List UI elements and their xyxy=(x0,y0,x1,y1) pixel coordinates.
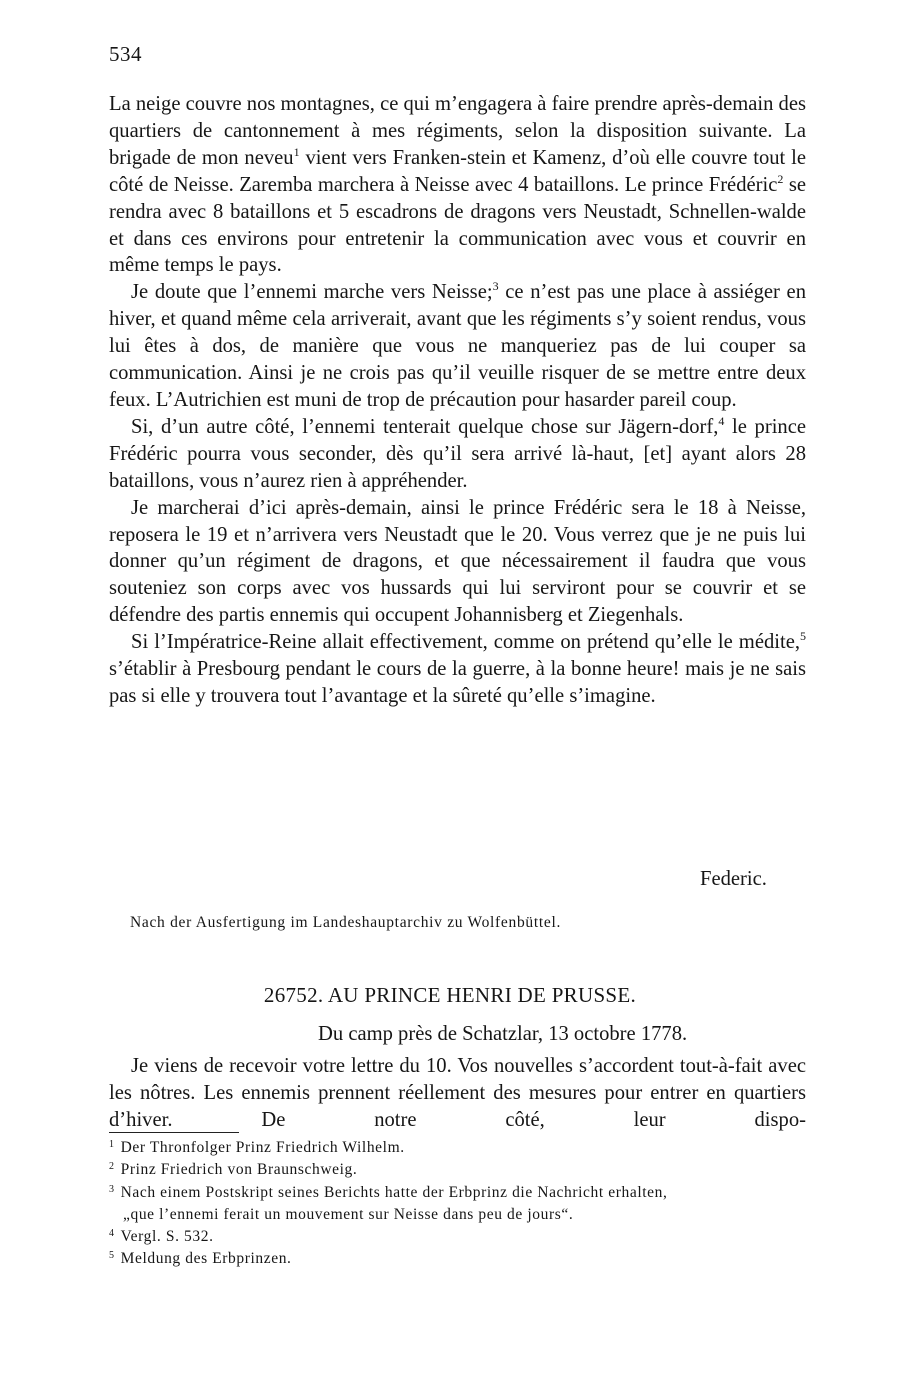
footnote-text: Nach einem Postskript seines Berichts hatte der Erbprinz die Nachricht erhalten, xyxy=(120,1183,668,1201)
paragraph-1 xyxy=(109,91,806,279)
paragraph-2-text-b: ce n’est pas une place à assiéger en hiver, et quand même cela arriverait, avant que les régiments s’y soient rendus, vous lui êtes à dos, de manière que vous ne manqueriez pas de lui couper sa communication. Ainsi je ne crois pas qu’il veuille risquer de se mettre entre deux feux. L’Autrichien est muni de trop de précaution pour hasarder pareil coup. xyxy=(109,281,806,411)
paragraph-5-text-a: Si l’Impératrice-Reine allait effectivement, comme on prétend qu’elle le médite, xyxy=(131,631,800,654)
footnote-number: 3 xyxy=(109,1183,115,1195)
footnote-text: Vergl. S. 532. xyxy=(120,1228,214,1246)
footnote-ref-1: 1 xyxy=(293,144,300,159)
footnote-divider xyxy=(109,1132,239,1133)
footnote-1 xyxy=(109,1137,806,1159)
page-number: 534 xyxy=(109,42,142,66)
dateline: Du camp près de Schatzlar, 13 octobre 1778. xyxy=(318,1023,688,1045)
footnote-4 xyxy=(109,1226,806,1248)
footnote-number: 4 xyxy=(109,1228,115,1240)
footnote-5 xyxy=(109,1248,806,1270)
footnote-text: Der Thronfolger Prinz Friedrich Wilhelm. xyxy=(120,1139,405,1156)
paragraph-3 xyxy=(109,414,806,495)
letter-heading: 26752. AU PRINCE HENRI DE PRUSSE. xyxy=(263,983,637,1007)
footnote-number: 1 xyxy=(109,1139,115,1150)
paragraph-4: Je marcherai d’ici après-demain, ainsi le prince Frédéric sera le 18 à Neisse, reposera le 19 et n’arrivera vers Neustadt que le 20. Vous verrez que je ne puis lui donner qu’un régiment de dragons, et que nécessairement il faudra que vous souteniez son corps avec vos hussards qui lui serviront pour se couvrir et se défendre des partis ennemis qui occupent Johannisberg et Ziegenhals. xyxy=(109,496,806,627)
footnote-3-continuation: „que l’ennemi ferait un mouvement sur Neisse dans peu de jours“. xyxy=(123,1205,574,1223)
new-letter-paragraph: Je viens de recevoir votre lettre du 10. Vos nouvelles s’accordent tout-à-fait avec les nôtres. Les ennemis prennent réellement des mesures pour entrer en quartiers d’hiver. De notre côté, leur dispo- xyxy=(109,1055,806,1131)
paragraph-5-text-b: s’établir à Presbourg pendant le cours de la guerre, à la bonne heure! mais je ne sais pas si elle y trouvera tout l’avantage et la sûreté qu’elle s’imagine. xyxy=(109,658,806,707)
footnote-ref-2: 2 xyxy=(777,171,784,186)
signature: Federic. xyxy=(700,868,767,890)
footnote-2 xyxy=(109,1159,806,1181)
paragraph-1-text-a: La neige couvre nos montagnes, ce qui m’engagera à faire prendre après-demain des quartiers de cantonnement à mes régiments, selon la disposition suivante. La brigade de mon neveu xyxy=(109,93,807,169)
footnote-ref-5: 5 xyxy=(800,629,806,644)
paragraph-2 xyxy=(109,279,806,414)
footnote-3 xyxy=(109,1182,806,1204)
paragraph-1-text-c: se rendra avec 8 bataillons et 5 escadrons de dragons vers Neustadt, Schnellen-walde et dans ces environs pour entretenir la communication avec vous et couvrir en même temps le pays. xyxy=(109,173,806,277)
footnote-ref-4: 4 xyxy=(718,413,725,428)
footnote-text: Meldung des Erbprinzen. xyxy=(120,1250,292,1268)
paragraph-2-text-a: Je doute que l’ennemi marche vers Neisse; xyxy=(131,281,493,304)
new-letter-body xyxy=(109,1053,806,1134)
letter-body-previous xyxy=(109,91,806,710)
paragraph-3-text-b: le prince Frédéric pourra vous seconder, dès qu’il sera arrivé là-haut, [et] ayant alors 28 bataillons, vous n’aurez rien à appréhender. xyxy=(109,415,806,492)
footnote-number: 5 xyxy=(109,1250,115,1262)
footnote-number: 2 xyxy=(109,1161,115,1173)
source-note: Nach der Ausfertigung im Landeshauptarchiv zu Wolfenbüttel. xyxy=(130,914,562,931)
paragraph-5 xyxy=(109,629,806,710)
footnote-ref-3: 3 xyxy=(492,279,499,294)
footnotes xyxy=(109,1137,806,1271)
paragraph-1-text-b: vient vers Franken-stein et Kamenz, d’où elle couvre tout le côté de Neisse. Zaremba marchera à Neisse avec 4 bataillons. Le prince Frédéric xyxy=(109,146,806,196)
footnote-text: Prinz Friedrich von Braunschweig. xyxy=(120,1161,358,1179)
paragraph-3-text-a: Si, d’un autre côté, l’ennemi tenterait quelque chose sur Jägern-dorf, xyxy=(131,415,719,438)
